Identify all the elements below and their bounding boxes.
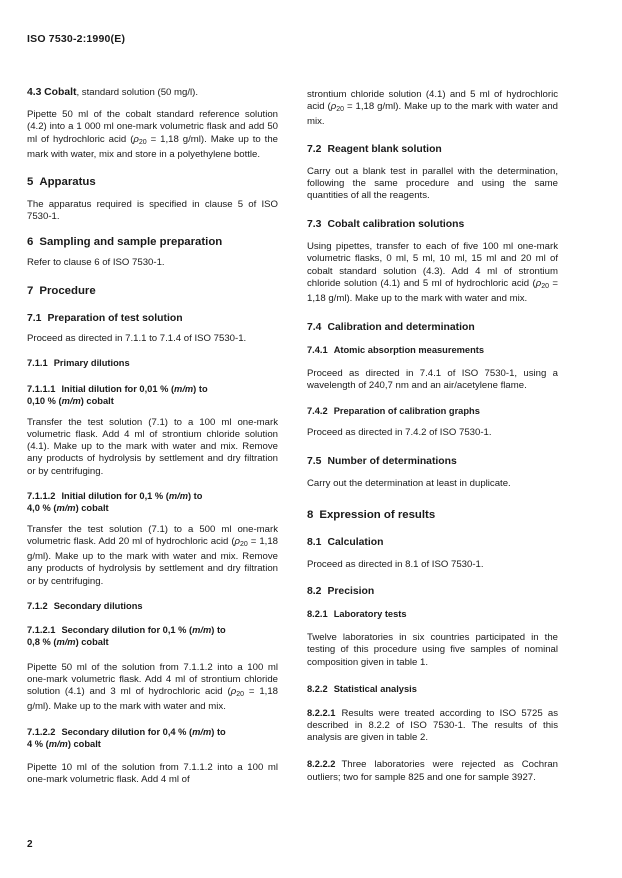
clause-7-4-2-text: Proceed as directed in 7.4.2 of ISO 7530-1. xyxy=(307,426,492,438)
clause-8-2-2-1-number: 8.2.2.1 xyxy=(307,707,336,718)
clause-4-3-title: Cobalt xyxy=(44,87,77,98)
clause-7-1-2-1-title-c: 0,8 % ( xyxy=(27,636,57,647)
clause-7-1-1-2-title-d: ) cobalt xyxy=(75,502,109,513)
clause-7-4-number: 7.4 xyxy=(307,322,322,334)
clause-7-1-1-1-title-d: ) cobalt xyxy=(80,395,114,406)
clause-7-1-2-1-text xyxy=(27,662,278,714)
section-7-title: Procedure xyxy=(39,284,96,297)
section-6-text: Refer to clause 6 of ISO 7530-1. xyxy=(27,257,165,269)
clause-7-1-1-2-text xyxy=(27,524,278,588)
clause-7-1-2-1-text-b: = 1,18 g/ml). Make up to the mark with water and mix. xyxy=(27,686,278,713)
mass-fraction-unit: m/m xyxy=(192,624,212,635)
clause-7-1-heading xyxy=(27,312,278,325)
clause-7-1-1-title: Primary dilutions xyxy=(53,357,130,368)
clause-8-1-text: Proceed as directed in 8.1 of ISO 7530-1. xyxy=(307,559,484,571)
section-8-number: 8 xyxy=(307,509,314,522)
clause-7-1-1-1-title-b: ) to xyxy=(193,383,208,394)
clause-7-1-1-1-title-c: 0,10 % ( xyxy=(27,395,62,406)
clause-8-2-2-number: 8.2.2 xyxy=(307,683,328,694)
continued-text xyxy=(307,89,558,129)
clause-8-2-heading xyxy=(307,585,558,598)
clause-7-1-2-1-title-a: Secondary dilution for 0,1 % ( xyxy=(61,624,193,635)
mass-fraction-unit: m/m xyxy=(56,636,76,647)
clause-8-1-number: 8.1 xyxy=(307,537,322,549)
mass-fraction-unit: m/m xyxy=(61,395,81,406)
clause-8-2-1-heading xyxy=(307,608,558,620)
clause-7-4-1-text: Proceed as directed in 7.4.1 of ISO 7530-1, using a wavelength of 240,7 nm and an air/acetylene flame. xyxy=(307,368,558,392)
mass-fraction-unit: m/m xyxy=(56,502,76,513)
clause-7-1-1-2-heading xyxy=(27,490,278,514)
clause-8-2-2-title: Statistical analysis xyxy=(333,683,417,694)
density-symbol: ρ xyxy=(133,133,139,145)
clause-4-3 xyxy=(27,86,278,99)
clause-7-2-title: Reagent blank solution xyxy=(327,143,442,155)
clause-7-3-number: 7.3 xyxy=(307,219,322,231)
clause-7-1-1-2-text-b: = 1,18 g/ml). Make up to the mark with water and mix. Remove any products of hydrolysis by settlement and dry filtration or by centrifuging. xyxy=(27,536,278,587)
section-8-title: Expression of results xyxy=(319,509,436,522)
clause-8-2-number: 8.2 xyxy=(307,586,322,598)
section-5-title: Apparatus xyxy=(39,176,96,189)
clause-8-2-1-text: Twelve laboratories in six countries participated in the testing of this procedure using five samples of nominal composition given in table 1. xyxy=(307,632,558,668)
right-column xyxy=(307,89,558,784)
clause-7-1-2-1-title-d: ) cobalt xyxy=(75,636,109,647)
density-subscript: 20 xyxy=(541,282,550,290)
clause-8-1-title: Calculation xyxy=(327,537,384,549)
clause-8-2-2-2-number: 8.2.2.2 xyxy=(307,759,336,770)
clause-7-4-1-title: Atomic absorption measurements xyxy=(333,345,485,356)
clause-4-3-text: Pipette 50 ml of the cobalt standard reference solution (4.2) into a 1 000 ml one-mark volumetric flask and add 50 ml of hydrochloric acid ($\rho_{20} = 1,18$ g/ml). Make up to the mark with water, mix and store in a polyethylene bottle. xyxy=(27,109,278,160)
left-column xyxy=(27,86,278,786)
clause-8-2-2-1-paragraph xyxy=(307,707,558,745)
clause-7-4-heading xyxy=(307,321,558,334)
section-7-number: 7 xyxy=(27,284,34,297)
clause-4-3-title-rest: , standard solution (50 mg/l). xyxy=(76,87,199,98)
clause-7-1-text: Proceed as directed in 7.1.1 to 7.1.4 of ISO 7530-1. xyxy=(27,332,247,344)
clause-7-1-title: Preparation of test solution xyxy=(47,312,183,324)
clause-7-3-text xyxy=(307,241,558,305)
clause-7-4-1-heading xyxy=(307,344,558,356)
continued-text-a: strontium chloride solution (4.1) and 5 ml of hydrochloric acid ( xyxy=(307,89,558,113)
clause-7-1-2-2-text: Pipette 10 ml of the solution from 7.1.1.2 into a 100 ml one-mark volumetric flask. Add 4 ml of xyxy=(27,761,278,785)
clause-7-5-text: Carry out the determination at least in duplicate. xyxy=(307,477,511,489)
density-symbol: ρ xyxy=(234,536,241,548)
clause-8-2-2-2-text: Three laboratories were rejected as Cochran outliers; two for sample 825 and one for sample 3927. xyxy=(307,759,558,783)
density-subscript: 20 xyxy=(138,138,147,146)
section-6-number: 6 xyxy=(27,236,34,249)
clause-7-5-number: 7.5 xyxy=(307,455,322,467)
mass-fraction-unit: m/m xyxy=(48,738,68,749)
clause-7-1-2-2-heading xyxy=(27,726,278,750)
section-7-heading xyxy=(27,284,278,298)
density-subscript: 20 xyxy=(240,541,248,549)
clause-7-2-number: 7.2 xyxy=(307,143,322,155)
density-symbol: ρ xyxy=(535,277,542,289)
clause-8-2-2-2-paragraph xyxy=(307,758,558,783)
clause-7-4-title: Calibration and determination xyxy=(327,322,475,334)
section-8-heading xyxy=(307,508,558,522)
clause-8-2-1-title: Laboratory tests xyxy=(333,609,407,620)
clause-7-1-1-1-title-a: Initial dilution for 0,01 % ( xyxy=(61,383,175,394)
mass-fraction-unit: m/m xyxy=(174,383,194,394)
clause-7-3-heading xyxy=(307,218,558,231)
clause-7-1-2-2-title-c: 4 % ( xyxy=(27,738,49,749)
clause-7-1-1-2-title-c: 4,0 % ( xyxy=(27,502,57,513)
clause-7-1-2-heading xyxy=(27,600,278,612)
section-5-text: The apparatus required is specified in clause 5 of ISO 7530-1. xyxy=(27,199,278,223)
clause-7-1-1-1-heading xyxy=(27,383,278,407)
clause-7-1-1-1-text: Transfer the test solution (7.1) to a 100 ml one-mark volumetric flask. Add 4 ml of strontium chloride solution (4.1). Make up to the mark with water and mix. Remove any products of hydrolysis by settlement and dry filtration or by centrifuging. xyxy=(27,416,278,477)
clause-7-1-2-2-number: 7.1.2.2 xyxy=(27,726,56,737)
mass-fraction-unit: m/m xyxy=(192,726,212,737)
clause-7-1-2-2-title-d: ) cobalt xyxy=(67,738,101,749)
clause-8-2-1-number: 8.2.1 xyxy=(307,609,328,620)
clause-7-1-1-2-title-b: ) to xyxy=(188,490,203,501)
clause-7-4-1-number: 7.4.1 xyxy=(307,345,328,356)
clause-7-4-2-number: 7.4.2 xyxy=(307,405,328,416)
clause-8-2-title: Precision xyxy=(327,586,375,598)
density-subscript: 20 xyxy=(236,691,244,699)
clause-7-5-heading xyxy=(307,455,558,468)
clause-8-2-2-1-text: Results were treated according to ISO 5725 as described in 8.2.2 of ISO 7530-1. The results of this analysis are given in table 2. xyxy=(307,707,558,744)
document-header: ISO 7530-2:1990(E) xyxy=(27,33,126,45)
clause-7-1-1-number: 7.1.1 xyxy=(27,357,48,368)
mass-fraction-unit: m/m xyxy=(168,490,188,501)
section-6-heading xyxy=(27,235,278,249)
clause-7-1-2-number: 7.1.2 xyxy=(27,600,48,611)
clause-7-5-title: Number of determinations xyxy=(327,455,457,467)
clause-7-4-2-heading xyxy=(307,405,558,417)
clause-7-1-2-1-text-a: Pipette 50 ml of the solution from 7.1.1.2 into a 100 ml one-mark volumetric flask. Add 4 ml of strontium chloride solution (4.1) and 3 ml of hydrochloric acid ( xyxy=(27,661,278,698)
clause-7-1-1-2-number: 7.1.1.2 xyxy=(27,490,56,501)
clause-7-1-2-1-heading xyxy=(27,624,278,648)
density-symbol: ρ xyxy=(230,686,237,698)
clause-7-3-text-b: = 1,18 g/ml). Make up to the mark with water and mix. xyxy=(307,277,558,305)
clause-7-1-2-1-title-b: ) to xyxy=(211,624,226,635)
clause-7-2-heading xyxy=(307,143,558,156)
clause-7-3-text-a: Using pipettes, transfer to each of five 100 ml one-mark volumetric flasks, 0 ml, 5 ml, 10 ml, 15 ml and 20 ml of cobalt standard solution (4.3). Add 4 ml of strontium chloride solution (4.1) and 5 ml of hydrochloric acid ( xyxy=(307,241,558,289)
clause-7-3-title: Cobalt calibration solutions xyxy=(327,219,465,231)
clause-7-1-2-1-number: 7.1.2.1 xyxy=(27,624,56,635)
clause-7-1-2-2-title-b: ) to xyxy=(211,726,226,737)
section-5-number: 5 xyxy=(27,176,34,189)
clause-7-4-2-title: Preparation of calibration graphs xyxy=(333,405,480,416)
clause-8-1-heading xyxy=(307,536,558,549)
clause-7-1-1-heading xyxy=(27,357,278,369)
clause-7-1-1-1-number: 7.1.1.1 xyxy=(27,383,56,394)
clause-7-1-number: 7.1 xyxy=(27,312,42,324)
clause-7-1-1-2-text-a: Transfer the test solution (7.1) to a 500 ml one-mark volumetric flask. Add 20 ml of hydrochloric acid ( xyxy=(27,523,278,548)
clause-4-3-number: 4.3 xyxy=(27,87,42,98)
section-6-title: Sampling and sample preparation xyxy=(39,236,223,249)
clause-7-2-text: Carry out a blank test in parallel with the determination, following the same procedure and using the same quantities of all the reagents. xyxy=(307,165,558,202)
page-number: 2 xyxy=(27,839,33,850)
continued-text-b: = 1,18 g/ml). Make up to the mark with water and mix. xyxy=(307,101,558,128)
section-5-heading xyxy=(27,175,278,189)
clause-8-2-2-heading xyxy=(307,683,558,695)
clause-7-1-2-2-title-a: Secondary dilution for 0,4 % ( xyxy=(61,726,193,737)
clause-7-1-1-2-title-a: Initial dilution for 0,1 % ( xyxy=(61,490,169,501)
density-symbol: ρ xyxy=(330,101,337,113)
clause-7-1-2-title: Secondary dilutions xyxy=(53,600,143,611)
density-subscript: 20 xyxy=(336,106,345,114)
